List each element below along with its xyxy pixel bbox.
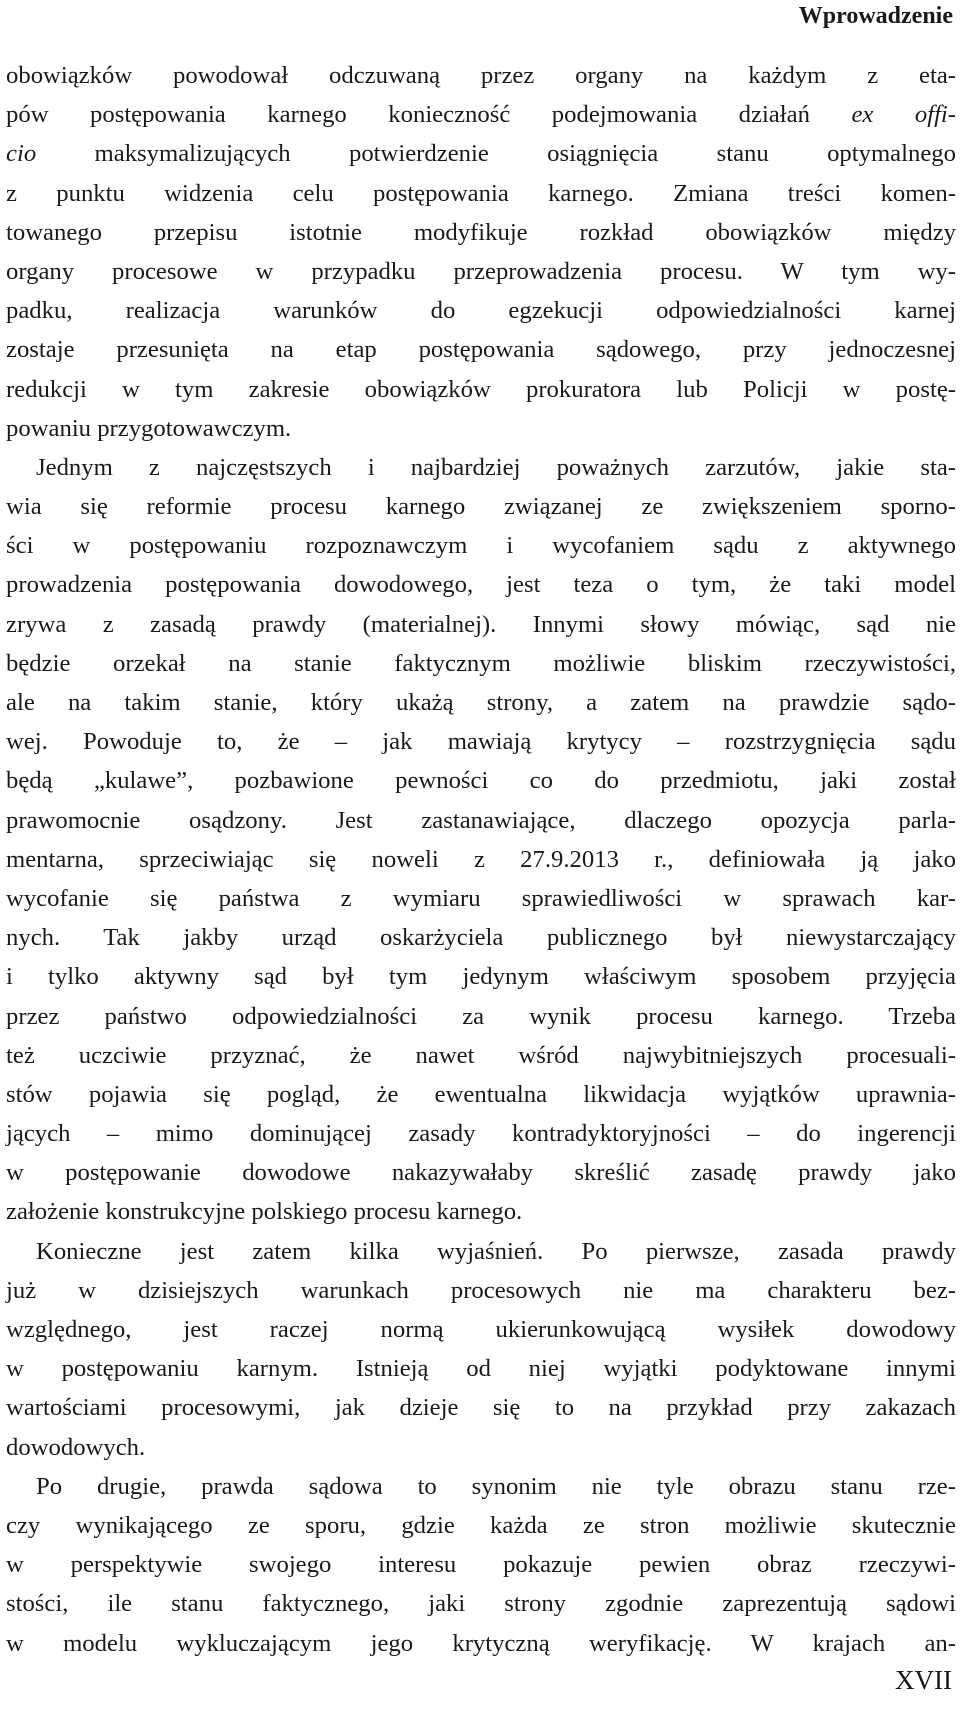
italic-span: cio	[6, 140, 37, 168]
line-text: Po drugie, prawda sądowa to synonim nie tyle obrazu stanu rze-	[36, 1472, 956, 1500]
body-text	[6, 56, 956, 1663]
line-text: Konieczne jest zatem kilka wyjaśnień. Po pierwsze, zasada prawdy	[36, 1237, 956, 1265]
text-line	[6, 1192, 956, 1231]
line-text: wycofanie się państwa z wymiaru sprawiedliwości w sprawach kar-	[6, 884, 956, 912]
line-text: z punktu widzenia celu postępowania karnego. Zmiana treści komen-	[6, 179, 956, 207]
text-line	[6, 487, 956, 526]
line-text: padku, realizacja warunków do egzekucji odpowiedzialności karnej	[6, 297, 956, 325]
line-text: i tylko aktywny sąd był tym jedynym właściwym sposobem przyjęcia	[6, 963, 956, 991]
text-line	[6, 957, 956, 996]
line-text: ści w postępowaniu rozpoznawczym i wycofaniem sądu z aktywnego	[6, 532, 956, 560]
line-text: też uczciwie przyznać, że nawet wśród najwybitniejszych procesuali-	[6, 1041, 956, 1069]
text-line	[6, 1624, 956, 1663]
text-line	[6, 1036, 956, 1075]
line-text: nych. Tak jakby urząd oskarżyciela publicznego był niewystarczający	[6, 924, 956, 952]
line-text: prowadzenia postępowania dowodowego, jest teza o tym, że taki model	[6, 571, 956, 599]
line-text: w perspektywie swojego interesu pokazuje pewien obraz rzeczywi-	[6, 1551, 956, 1579]
line-text: prawomocnie osądzony. Jest zastanawiające, dlaczego opozycja parla-	[6, 806, 956, 834]
line-text: już w dzisiejszych warunkach procesowych nie ma charakteru bez-	[6, 1276, 956, 1304]
text-line	[6, 291, 956, 330]
line-text: powaniu przygotowawczym.	[6, 414, 292, 442]
line-text: redukcji w tym zakresie obowiązków prokuratora lub Policji w postę-	[6, 375, 956, 403]
text-line	[6, 95, 956, 134]
text-line	[6, 1310, 956, 1349]
line-text: względnego, jest raczej normą ukierunkowującą wysiłek dowodowy	[6, 1316, 956, 1343]
text-line	[6, 1467, 956, 1506]
line-text: obowiązków powodował odczuwaną przez organy na każdym z eta-	[6, 62, 956, 89]
text-line	[6, 1114, 956, 1153]
line-text: czy wynikającego ze sporu, gdzie każda ze stron możliwie skutecznie	[6, 1511, 956, 1539]
text-line	[6, 174, 956, 213]
line-text: Jednym z najczęstszych i najbardziej poważnych zarzutów, jakie sta-	[36, 453, 956, 481]
text-line	[6, 526, 956, 565]
line-text: w postępowaniu karnym. Istnieją od niej wyjątki podyktowane innymi	[6, 1355, 956, 1383]
text-line	[6, 1545, 956, 1584]
text-line	[6, 409, 956, 448]
text-line	[6, 722, 956, 761]
text-line	[6, 879, 956, 918]
line-text: jących – mimo dominującej zasady kontradyktoryjności – do ingerencji	[6, 1120, 956, 1148]
text-line	[6, 1428, 956, 1467]
line-text: przez państwo odpowiedzialności za wynik procesu karnego. Trzeba	[6, 1002, 956, 1030]
line-text: wej. Powoduje to, że – jak mawiają krytycy – rozstrzygnięcia sądu	[6, 728, 956, 756]
text-line	[6, 683, 956, 722]
line-text: dowodowych.	[6, 1433, 146, 1461]
line-text: zostaje przesunięta na etap postępowania sądowego, przy jednoczesnej	[6, 336, 956, 364]
text-line	[6, 56, 956, 95]
text-line	[6, 330, 956, 369]
text-line	[6, 605, 956, 644]
text-line	[6, 801, 956, 840]
line-text: w postępowanie dowodowe nakazywałaby skreślić zasadę prawdy jako	[6, 1159, 956, 1187]
page-number: XVII	[895, 1665, 952, 1695]
text-line	[6, 1349, 956, 1388]
line-text: wartościami procesowymi, jak dzieje się to na przykład przy zakazach	[6, 1394, 956, 1422]
text-line	[6, 644, 956, 683]
line-text: maksymalizujących potwierdzenie osiągnięcia stanu optymalnego	[36, 140, 956, 168]
line-text: będzie orzekał na stanie faktycznym możliwie bliskim rzeczywistości,	[6, 649, 956, 677]
line-text: mentarna, sprzeciwiając się noweli z 27.9.2013 r., definiowała ją jako	[6, 845, 956, 873]
line-text: wia się reformie procesu karnego związanej ze zwiększeniem sporno-	[6, 493, 956, 521]
line-text: stów pojawia się pogląd, że ewentualna likwidacja wyjątków uprawnia-	[6, 1080, 956, 1108]
line-text: w modelu wykluczającym jego krytyczną weryfikację. W krajach an-	[6, 1629, 956, 1657]
line-text: stości, ile stanu faktycznego, jaki strony zgodnie zaprezentują sądowi	[6, 1590, 956, 1618]
running-head: Wprowadzenie	[798, 3, 953, 29]
text-line	[6, 370, 956, 409]
text-line	[6, 997, 956, 1036]
text-line	[6, 918, 956, 957]
italic-span: ex offi-	[809, 101, 957, 129]
text-line	[6, 134, 956, 173]
text-line	[6, 840, 956, 879]
text-line	[6, 448, 956, 487]
text-line	[6, 1271, 956, 1310]
text-line	[6, 252, 956, 291]
text-line	[6, 1232, 956, 1271]
line-text: założenie konstrukcyjne polskiego procesu karnego.	[6, 1198, 523, 1226]
line-text: będą „kulawe”, pozbawione pewności co do przedmiotu, jaki został	[6, 767, 956, 795]
line-text: towanego przepisu istotnie modyfikuje rozkład obowiązków między	[6, 218, 956, 246]
text-line	[6, 1388, 956, 1427]
line-text: ale na takim stanie, który ukażą strony, a zatem na prawdzie sądo-	[6, 689, 956, 716]
text-line	[6, 1075, 956, 1114]
text-line	[6, 1584, 956, 1623]
text-line	[6, 1153, 956, 1192]
line-text: pów postępowania karnego konieczność podejmowania działań	[6, 101, 810, 129]
text-line	[6, 761, 956, 800]
line-text: organy procesowe w przypadku przeprowadzenia procesu. W tym wy-	[6, 257, 956, 285]
text-line	[6, 1506, 956, 1545]
line-text: zrywa z zasadą prawdy (materialnej). Innymi słowy mówiąc, sąd nie	[6, 610, 956, 638]
text-line	[6, 213, 956, 252]
text-line	[6, 565, 956, 604]
